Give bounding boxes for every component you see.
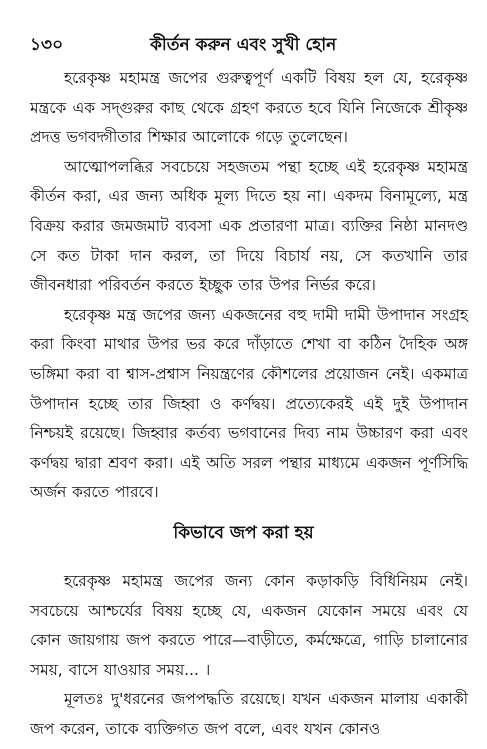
paragraph: আত্মোপলব্ধির সবচেয়ে সহজতম পন্থা হচ্ছে এই হরেকৃষ্ণ মহামন্ত্র কীর্তন করা, এর জন্য অধিক মূল্য দিতে হয় না। একদম বিনামূল্যে, মন্ত্র বিক্রয় করার জমজমাট ব্যবসা এক প্রতারণা মাত্র। ব্যক্তির নিষ্ঠা মানদণ্ড সে কত টাকা দান করল, তা দিয়ে বিচার্য নয়, সে কতখানি তার জীবনধারা পরিবর্তন করতে ইচ্ছুক তার উপর নির্ভর করে।: [30, 157, 468, 295]
paragraph: হরেকৃষ্ণ মহামন্ত্র জপের জন্য কোন কড়াকড়ি বিধিনিয়ম নেই। সবচেয়ে আশ্চর্যের বিষয় হচ্ছে যে, একজন যেকোন সময়ে এবং যে কোন জায়গায় জপ করতে পারে—বাড়ীতে, কর্মক্ষেত্রে, গাড়ি চালানোর সময়, বাসে যাওয়ার সময়... ।: [30, 572, 468, 679]
paragraph: হরেকৃষ্ণ মহামন্ত্র জপের গুরুত্বপূর্ণ একটি বিষয় হল যে, হরেকৃষ্ণ মন্ত্রকে এক সদ্গুরুর কাছ থেকে গ্রহণ করতে হবে যিনি নিজেকে শ্রীকৃষ্ণ প্রদত্ত ভগবদ্গীতার শিক্ষার আলোকে গড়ে তুলেছেন।: [30, 69, 468, 147]
body-text-top: [30, 64, 468, 508]
paragraph: হরেকৃষ্ণ মন্ত্র জপের জন্য একজনের বহু দামী দামী উপাদান সংগ্রহ করা কিংবা মাথার উপর ভর করে দাঁড়াতে শেখা বা কঠিন দৈহিক অঙ্গ ভঙ্গিমা করা বা শ্বাস-প্রশ্বাস নিয়ন্ত্রণের কৌশলের প্রয়োজন নেই। একমাত্র উপাদান হচ্ছে তার জিহ্বা ও কর্ণদ্বয়। প্রত্যেকেরই এই দুই উপাদান নিশ্চয়ই রয়েছে। জিহ্বার কর্তব্য ভগবানের দিব্য নাম উচ্চারণ করা এবং কর্ণদ্বয় দ্বারা শ্রবণ করা। এই অতি সরল পন্থার মাধ্যমে একজন পূর্ণসিদ্ধি অর্জন করতে পারবে।: [30, 305, 468, 502]
page-number: ১৩০: [30, 35, 64, 55]
running-title: কীর্তন করুন এবং সুখী হোন: [150, 35, 337, 55]
paragraph: মূলতঃ দু'ধরনের জপপদ্ধতি রয়েছে। যখন একজন মালায় একাকী জপ করেন, তাকে ব্যক্তিগত জপ বলে, এবং যখন কোনও: [30, 690, 468, 738]
section-heading: কিভাবে জপ করা হয়: [173, 523, 314, 543]
running-header: [30, 30, 470, 60]
body-text-section: [30, 567, 468, 745]
